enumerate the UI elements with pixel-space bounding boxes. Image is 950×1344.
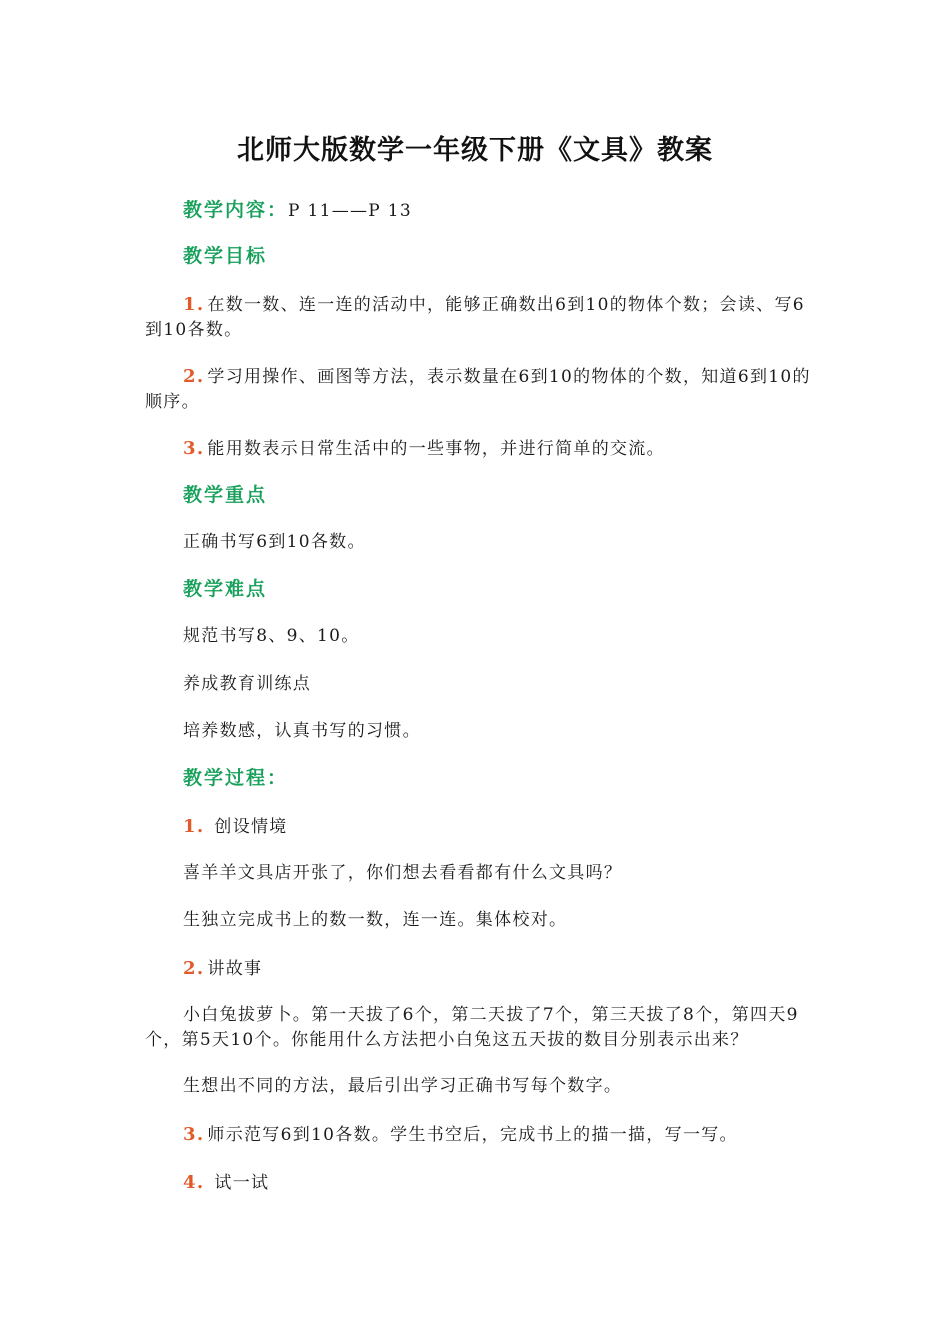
- training-text: 培养数感，认真书写的习惯。: [183, 721, 421, 741]
- goals-heading: 教学目标: [183, 245, 268, 267]
- step-2-heading: [183, 956, 262, 982]
- goal-item-2: [145, 364, 813, 415]
- key-point-heading: 教学重点: [183, 484, 268, 506]
- step-number: 2.: [183, 958, 205, 979]
- process-heading: 教学过程：: [183, 767, 289, 789]
- step-text: 师示范写6到10各数。学生书空后，完成书上的描一描，写一写。: [207, 1125, 738, 1145]
- step-number: 3.: [183, 1124, 205, 1145]
- difficulty-text: 规范书写8、9、10。: [183, 626, 360, 646]
- step-1-line-2: 生独立完成书上的数一数，连一连。集体校对。: [183, 910, 568, 930]
- training-label: 养成教育训练点: [183, 674, 312, 694]
- step-4-heading: [183, 1170, 269, 1196]
- goal-number: 3.: [183, 438, 205, 459]
- step-1-line-1: 喜羊羊文具店开张了，你们想去看看都有什么文具吗？: [183, 863, 623, 883]
- key-point-text: 正确书写6到10各数。: [183, 532, 366, 552]
- step-2-paragraph: 小白兔拔萝卜。第一天拔了6个，第二天拔了7个，第三天拔了8个，第四天9个，第5天10个。你能用什么方法把小白兔这五天拔的数目分别表示出来？: [145, 1005, 799, 1050]
- teaching-content-value: P 11——P 13: [288, 201, 412, 221]
- step-3-line: [183, 1122, 738, 1148]
- goal-number: 1.: [183, 294, 205, 315]
- goal-number: 2.: [183, 366, 205, 387]
- step-title: 讲故事: [207, 959, 263, 979]
- step-1-heading: [183, 814, 288, 840]
- difficulty-heading: 教学难点: [183, 578, 268, 600]
- document-title: 北师大版数学一年级下册《文具》教案: [237, 135, 713, 166]
- step-title: 试一试: [214, 1173, 270, 1193]
- step-2-line: 生想出不同的方法，最后引出学习正确书写每个数字。: [183, 1076, 623, 1096]
- step-number: 4.: [183, 1172, 205, 1193]
- goal-item-3: [183, 436, 665, 462]
- step-number: 1.: [183, 816, 205, 837]
- goal-item-1: [145, 292, 813, 343]
- step-title: 创设情境: [214, 817, 288, 837]
- teaching-content-label: 教学内容：: [183, 199, 289, 221]
- goal-text: 能用数表示日常生活中的一些事物，并进行简单的交流。: [207, 439, 665, 459]
- goal-text: 学习用操作、画图等方法，表示数量在6到10的物体的个数，知道6到10的顺序。: [145, 367, 811, 412]
- goal-text: 在数一数、连一连的活动中，能够正确数出6到10的物体个数；会读、写6到10各数。: [145, 295, 805, 340]
- teaching-content-line: [183, 198, 412, 224]
